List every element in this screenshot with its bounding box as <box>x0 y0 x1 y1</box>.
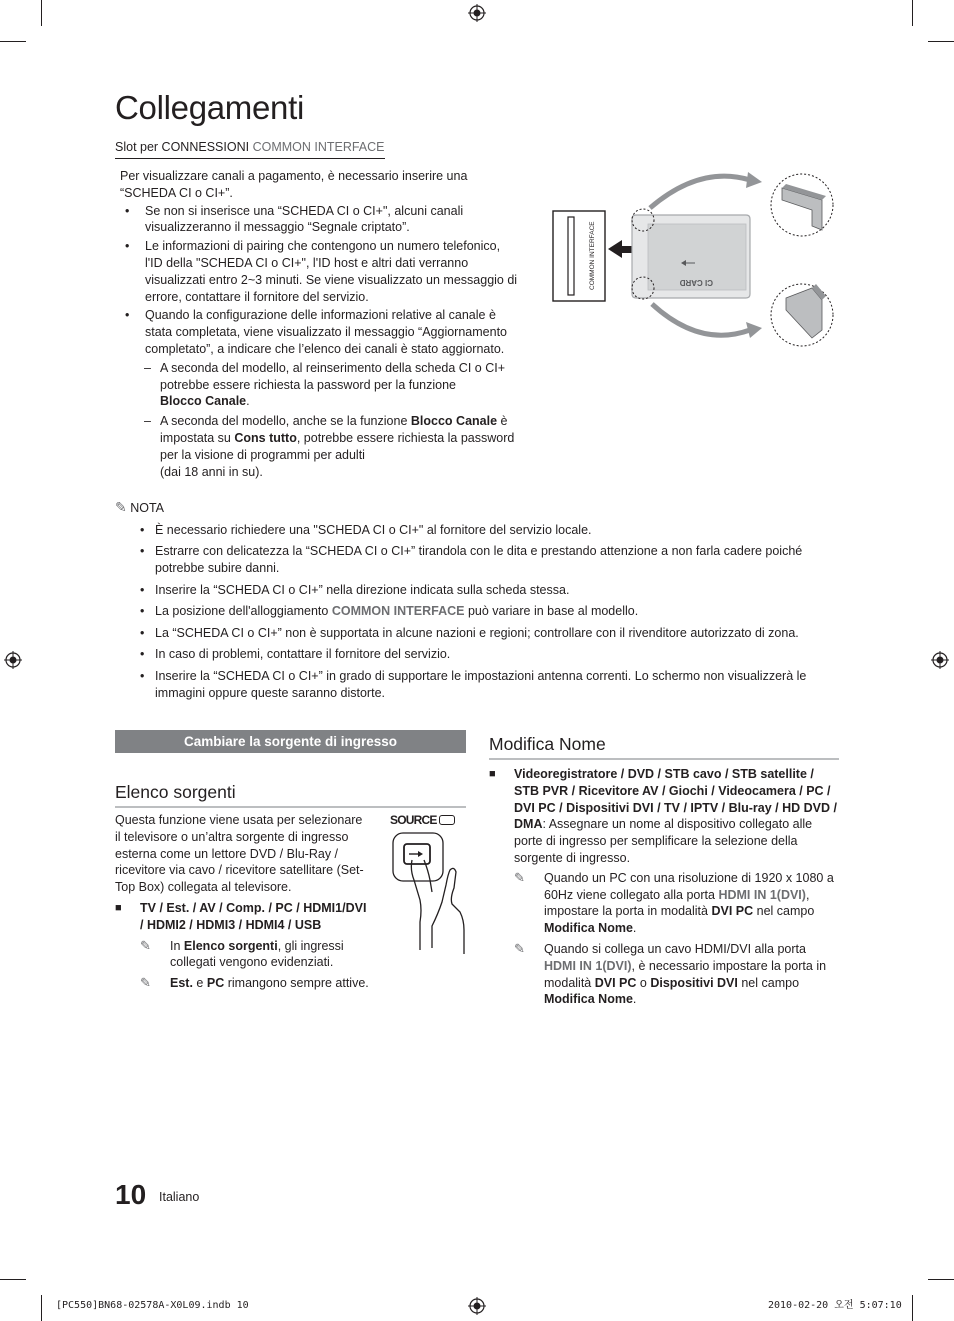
registration-mark-icon <box>931 651 949 669</box>
mode-name: Dispositivi DVI <box>650 975 738 990</box>
elenco-desc: Questa funzione viene usata per selezionare il televisore o un’altra sorgente di ingresso esterna come un lettore DVD / Blu-Ray / ricevitore via cavo / ricevitore satellitare (Set-Top Box) collegata al televisore. <box>115 813 364 895</box>
registration-mark-icon <box>4 651 22 669</box>
source-name: Est. <box>170 976 193 991</box>
note-text: . <box>632 921 637 936</box>
list-item: • In caso di problemi, contattare il fornitore del servizio. <box>135 646 840 663</box>
modifica-nome-title: Modifica Nome <box>489 733 839 760</box>
menu-name: Elenco sorgenti <box>183 938 278 953</box>
insert-arrow-icon <box>608 240 632 258</box>
crop-mark <box>912 1295 913 1321</box>
page-number: 10 <box>115 1179 147 1210</box>
ci-slot-body <box>120 168 520 480</box>
list-item <box>489 766 839 867</box>
list-item-text: . <box>246 394 250 409</box>
note-item <box>514 941 839 1008</box>
crop-mark <box>0 1279 26 1280</box>
ci-slot-intro: Per visualizzare canali a pagamento, è necessario inserire una “SCHEDA CI o CI+”. <box>120 169 468 200</box>
source-label <box>390 812 470 829</box>
note-pen-icon: ✎ <box>140 937 151 953</box>
ci-slot-heading <box>115 139 385 159</box>
field-name: Modifica Nome <box>544 992 633 1007</box>
list-item-text: A seconda del modello, anche se la funzione <box>160 414 408 429</box>
section-bar: Cambiare la sorgente di ingresso <box>115 730 466 753</box>
mode-name: DVI PC <box>594 975 637 990</box>
note-text: Quando un PC con una risoluzione di 1920 x 1080 a 60Hz viene collegato alla porta <box>544 870 834 902</box>
note-pen-icon: ✎ <box>115 499 127 515</box>
source-name: PC <box>206 976 225 991</box>
ci-slot-icon <box>568 217 574 295</box>
card-label: CI CARD <box>679 278 713 287</box>
nota-list <box>135 522 840 706</box>
page-language: Italiano <box>159 1190 200 1204</box>
note-item <box>140 938 360 972</box>
list-item-text: Quando la configurazione delle informazioni relative al canale è stata completata, viene visualizzato il messaggio “Aggiornamento completato”, a indicare che l’elenco dei canali è stato aggiornato. <box>145 308 507 356</box>
note-text: Quando si collega un cavo HDMI/DVI alla porta <box>544 941 806 956</box>
elenco-sorgenti-title: Elenco sorgenti <box>115 781 466 808</box>
list-item-text: , potrebbe essere richiesta la password per la visione di programmi per adulti <box>160 430 515 462</box>
list-item <box>115 900 370 934</box>
source-label-text: SOURCE <box>390 813 437 827</box>
registration-mark-icon <box>468 4 486 22</box>
elenco-sorgenti-body <box>115 812 370 992</box>
ci-card-insertion-illustration <box>550 170 840 350</box>
crop-mark <box>41 1295 42 1321</box>
port-name: HDMI IN 1(DVI) <box>544 958 632 973</box>
source-button-illustration <box>390 812 470 952</box>
note-text: , impostare la porta in modalità <box>544 887 810 919</box>
curved-arrow-top-icon <box>650 176 750 208</box>
modifica-nome-body <box>489 766 839 1008</box>
note-text: e <box>196 976 204 991</box>
mode-name: DVI PC <box>711 904 754 919</box>
list-item: • Le informazioni di pairing che contengono un numero telefonico, l'ID della "SCHEDA CI o CI+", l'ID host e altri dati verranno visualizzati entro 2~3 minuti. Se viene visualizzato un messaggio di errore, contattare il fornitore del servizio. <box>120 238 520 305</box>
nota-label: NOTA <box>130 501 165 515</box>
note-text: In <box>170 938 181 953</box>
crop-mark <box>41 0 42 26</box>
note-text: nel campo <box>741 975 800 990</box>
note-pen-icon: ✎ <box>140 975 151 991</box>
list-item-text: può variare in base al modello. <box>467 604 639 619</box>
hand-pressing-icon <box>390 830 470 955</box>
note-text: . <box>632 992 637 1007</box>
note-text: , gli ingressi collegati vengono evidenziati. <box>170 938 344 970</box>
print-slug-left: [PC550]BN68-02578A-X0L09.indb 10 <box>56 1300 249 1311</box>
note-text: o <box>639 975 647 990</box>
curved-arrow-bottom-icon <box>652 304 750 335</box>
list-item-text: A seconda del modello, al reinserimento della scheda CI o CI+ potrebbe essere richiesta la password per la funzione <box>160 360 505 392</box>
crop-mark <box>912 0 913 26</box>
port-name: HDMI IN 1(DVI) <box>718 887 806 902</box>
port-label: COMMON INTERFACE <box>589 221 596 290</box>
source-list-icon <box>439 815 455 825</box>
ci-slot-heading-text: Slot per CONNESSIONI <box>115 140 250 154</box>
device-list: Videoregistratore / DVD / STB cavo / STB satellite / STB PVR / Ricevitore AV / Giochi / Videocamera / PC / DVI PC / Dispositivi DVI / TV / IPTV / Blu-ray / HD DVD / DMA <box>514 767 837 832</box>
note-text: , è necessario impostare la porta in modalità <box>544 958 827 990</box>
function-name: Blocco Canale <box>160 394 247 409</box>
list-item <box>135 603 840 620</box>
list-item-text: è impostata su <box>160 414 508 445</box>
source-list: TV / Est. / AV / Comp. / PC / HDMI1/DVI / HDMI2 / HDMI3 / HDMI4 / USB <box>140 900 367 932</box>
list-item: • Inserire la “SCHEDA CI o CI+” in grado di supportare le impostazioni antenna correnti. Lo schermo non visualizzerà le immagini oppure queste saranno distorte. <box>135 668 840 702</box>
list-item: • Estrarre con delicatezza la “SCHEDA CI o CI+” tirandola con le dita e prestando attenzione a non farla cadere poiché potrebbe subire danni. <box>135 543 840 577</box>
note-item <box>514 870 839 937</box>
registration-mark-icon <box>468 1297 486 1315</box>
note-item <box>140 975 400 992</box>
list-item <box>120 413 520 480</box>
list-item-text: : Assegnare un nome al dispositivo collegato alle porte di ingresso per semplificare la selezione della sorgente di ingresso. <box>514 817 813 865</box>
list-item-text: (dai 18 anni in su). <box>160 464 263 479</box>
note-pen-icon: ✎ <box>514 869 525 885</box>
crop-mark <box>928 41 954 42</box>
field-name: Modifica Nome <box>544 921 633 936</box>
ci-slot-heading-highlight: COMMON INTERFACE <box>252 140 385 154</box>
crop-mark <box>0 41 26 42</box>
page-title: Collegamenti <box>115 89 305 126</box>
nota-heading <box>115 499 164 517</box>
list-item: • Inserire la “SCHEDA CI o CI+” nella direzione indicata sulla scheda stessa. <box>135 582 840 599</box>
list-item <box>120 360 520 410</box>
tv-port-panel <box>553 211 605 301</box>
slot-name: COMMON INTERFACE <box>331 604 465 619</box>
note-pen-icon: ✎ <box>514 940 525 956</box>
print-slug-right: 2010-02-20 오전 5:07:10 <box>768 1300 902 1311</box>
note-text: nel campo <box>756 904 815 919</box>
list-item: • Se non si inserisce una “SCHEDA CI o CI+", alcuni canali visualizzeranno il messaggio “Segnale criptato”. <box>120 203 520 237</box>
setting-name: Cons tutto <box>234 430 297 445</box>
list-item <box>120 307 520 480</box>
note-text: rimangono sempre attive. <box>227 976 369 991</box>
function-name: Blocco Canale <box>410 414 498 429</box>
crop-mark <box>928 1279 954 1280</box>
list-item: • La “SCHEDA CI o CI+” non è supportata in alcune nazioni e regioni; controllare con il rivenditore autorizzato di zona. <box>135 625 840 642</box>
list-item-text: La posizione dell'alloggiamento <box>155 604 329 619</box>
list-item: • È necessario richiedere una "SCHEDA CI o CI+" al fornitore del servizio locale. <box>135 522 840 539</box>
